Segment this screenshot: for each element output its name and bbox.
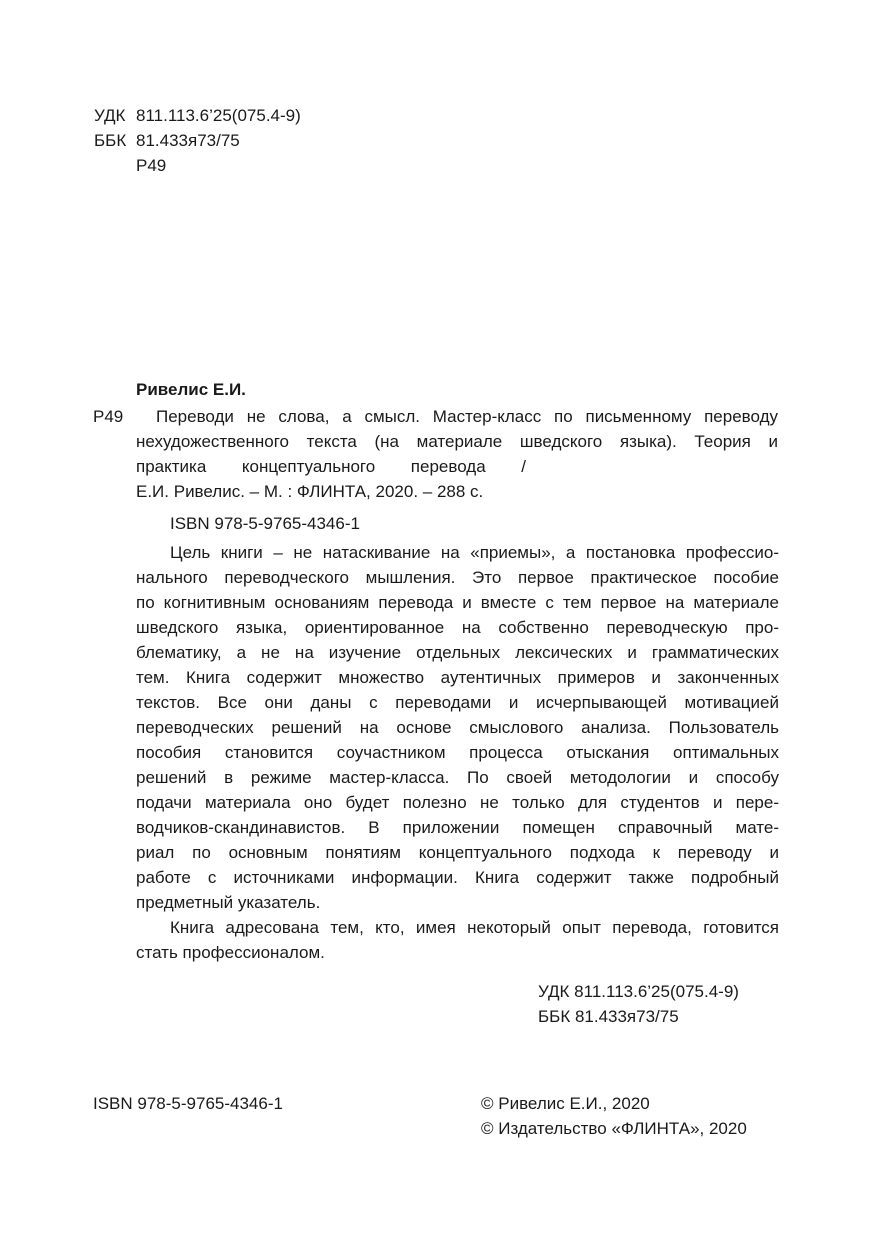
top-bbk-line	[94, 129, 240, 153]
footer-isbn: ISBN 978-5-9765-4346-1	[93, 1094, 283, 1113]
bottom-udk: УДК 811.113.6’25(075.4-9)	[538, 982, 739, 1001]
udk-value: 811.113.6’25(075.4-9)	[136, 106, 301, 125]
annotation-line: тем. Книга содержит множество аутентичных примеров и законченных	[136, 668, 779, 687]
top-udk-line	[94, 104, 301, 128]
annotation-line: водчиков-скандинавистов. В приложении помещен справочный мате-	[136, 818, 779, 837]
title-line: нехудожественного текста (на материале шведского языка). Теория и	[136, 432, 778, 451]
title-line: Е.И. Ривелис. – М. : ФЛИНТА, 2020. – 288 с.	[136, 482, 484, 501]
annotation-line: подачи материала оно будет полезно не только для студентов и пере-	[136, 793, 779, 812]
audience-line: стать профессионалом.	[136, 943, 325, 962]
annotation-line: шведского языка, ориентированное на собственно переводческую про-	[136, 618, 779, 637]
udk-label: УДК	[94, 106, 126, 125]
bbk-value: 81.433я73/75	[136, 131, 240, 150]
annotation-line: работе с источниками информации. Книга содержит также подробный	[136, 868, 779, 887]
record-isbn: ISBN 978-5-9765-4346-1	[170, 514, 360, 533]
record-title	[136, 404, 778, 504]
title-line: практика концептуального перевода /	[136, 457, 526, 476]
annotation-line: переводческих решений на основе смыслового анализа. Пользователь	[136, 718, 779, 737]
copyright-author: © Ривелис Е.И., 2020	[481, 1094, 650, 1113]
audience-note	[136, 915, 779, 965]
annotation-line: блематику, а не на изучение отдельных лексических и грамматических	[136, 643, 779, 662]
annotation-line: по когнитивным основаниям перевода и вместе с тем первое на материале	[136, 593, 779, 612]
annotation-line: пособия становится соучастником процесса отыскания оптимальных	[136, 743, 779, 762]
record-author-code: Р49	[93, 407, 124, 426]
annotation-line: предметный указатель.	[136, 893, 321, 912]
annotation-line: нального переводческого мышления. Это первое практическое пособие	[136, 568, 779, 587]
annotation	[136, 540, 779, 915]
title-line: Переводи не слова, а смысл. Мастер-класс по письменному переводу	[156, 407, 778, 426]
audience-line: Книга адресована тем, кто, имея некоторый опыт перевода, готовится	[170, 918, 779, 937]
bottom-bbk: ББК 81.433я73/75	[538, 1007, 679, 1026]
annotation-line: текстов. Все они даны с переводами и исчерпывающей мотивацией	[136, 693, 779, 712]
top-author-code: Р49	[136, 156, 167, 175]
annotation-line: риал по основным понятиям концептуального подхода к переводу и	[136, 843, 779, 862]
copyright-publisher: © Издательство «ФЛИНТА», 2020	[481, 1119, 747, 1138]
annotation-line: решений в режиме мастер-класса. По своей методологии и способу	[136, 768, 779, 787]
record-author: Ривелис Е.И.	[136, 380, 246, 399]
annotation-line: Цель книги – не натаскивание на «приемы», а постановка профессио-	[170, 543, 779, 562]
bbk-label: ББК	[94, 131, 127, 150]
